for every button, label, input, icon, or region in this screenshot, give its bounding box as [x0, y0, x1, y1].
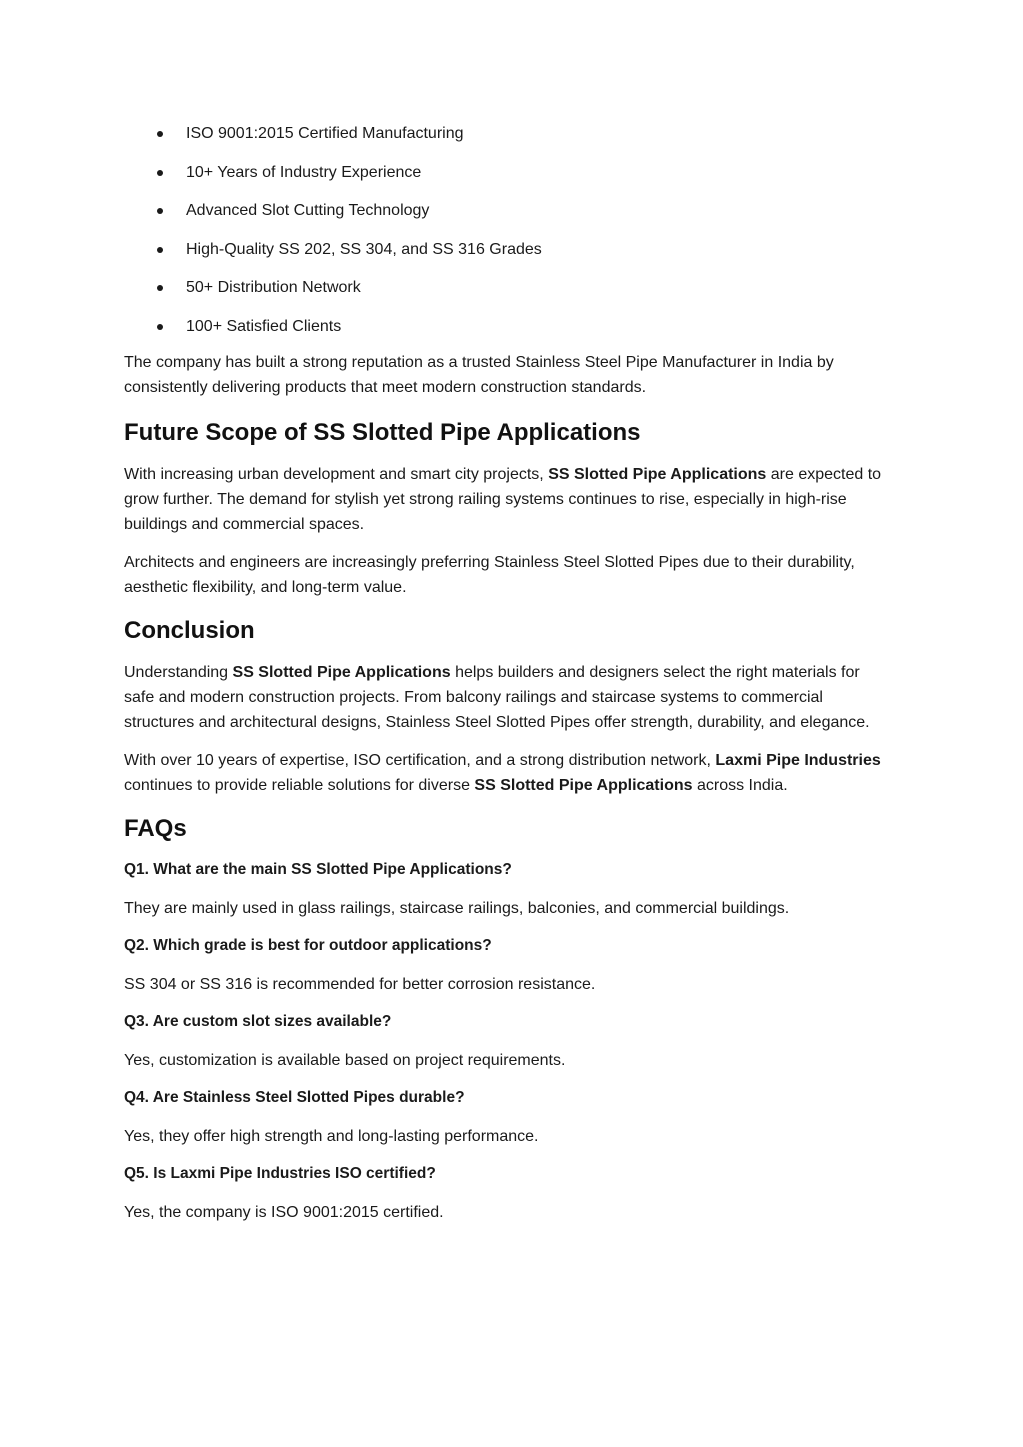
bullet-text: ISO 9001:2015 Certified Manufacturing — [186, 125, 464, 142]
conclusion-paragraph-2: With over 10 years of expertise, ISO certification, and a strong distribution network, Laxmi Pipe Industries continues to provide reliable solutions for diverse SS Slotted Pipe Applications across India. — [124, 751, 881, 794]
faq-answer: Yes, customization is available based on project requirements. — [124, 1051, 566, 1069]
bullet-dot-icon — [157, 285, 163, 291]
bullet-item — [124, 315, 894, 339]
faq-answer: They are mainly used in glass railings, staircase railings, balconies, and commercial buildings. — [124, 899, 790, 917]
bullet-text: 100+ Satisfied Clients — [186, 317, 342, 335]
bullet-dot-icon — [157, 131, 163, 137]
bullet-dot-icon — [157, 208, 163, 214]
bullet-dot-icon — [157, 247, 163, 253]
feature-bullet-list — [124, 122, 894, 339]
faq-question: Q4. Are Stainless Steel Slotted Pipes durable? — [124, 1088, 465, 1106]
bullet-item — [124, 276, 894, 300]
faq-question: Q1. What are the main SS Slotted Pipe Applications? — [124, 860, 512, 878]
future-paragraph-2: Architects and engineers are increasingly preferring Stainless Steel Slotted Pipes due to their durability, aesthetic flexibility, and long-term value. — [124, 553, 855, 596]
bullet-text: Advanced Slot Cutting Technology — [186, 202, 430, 220]
conclusion-paragraph-1: Understanding SS Slotted Pipe Applications helps builders and designers select the right materials for safe and modern construction projects. From balcony railings and staircase systems to commercial structures and architectural designs, Stainless Steel Slotted Pipes offer strength, durability, and elegance. — [124, 663, 870, 731]
faqs-heading: FAQs — [124, 814, 187, 842]
bullet-item — [124, 199, 894, 223]
faq-answer: Yes, the company is ISO 9001:2015 certified. — [124, 1203, 444, 1221]
bullet-text: High-Quality SS 202, SS 304, and SS 316 Grades — [186, 240, 542, 258]
bullet-text: 10+ Years of Industry Experience — [186, 163, 422, 181]
bullet-item — [124, 122, 894, 146]
faq-question: Q2. Which grade is best for outdoor applications? — [124, 936, 492, 954]
faq-answer: SS 304 or SS 316 is recommended for better corrosion resistance. — [124, 975, 596, 993]
reputation-paragraph: The company has built a strong reputation as a trusted Stainless Steel Pipe Manufacturer in India by consistently delivering products that meet modern construction standards. — [124, 353, 834, 396]
bullet-dot-icon — [157, 324, 163, 330]
document-page — [124, 122, 894, 1225]
future-scope-heading: Future Scope of SS Slotted Pipe Applications — [124, 418, 641, 446]
bullet-dot-icon — [157, 170, 163, 176]
faq-question: Q5. Is Laxmi Pipe Industries ISO certified? — [124, 1164, 436, 1182]
conclusion-heading: Conclusion — [124, 616, 255, 644]
future-paragraph-1: With increasing urban development and smart city projects, SS Slotted Pipe Applications are expected to grow further. The demand for stylish yet strong railing systems continues to rise, especially in high-rise buildings and commercial spaces. — [124, 465, 882, 533]
bullet-item — [124, 238, 894, 262]
faq-question: Q3. Are custom slot sizes available? — [124, 1012, 392, 1030]
faq-answer: Yes, they offer high strength and long-lasting performance. — [124, 1127, 539, 1145]
bullet-item — [124, 161, 894, 185]
bullet-text: 50+ Distribution Network — [186, 279, 361, 297]
